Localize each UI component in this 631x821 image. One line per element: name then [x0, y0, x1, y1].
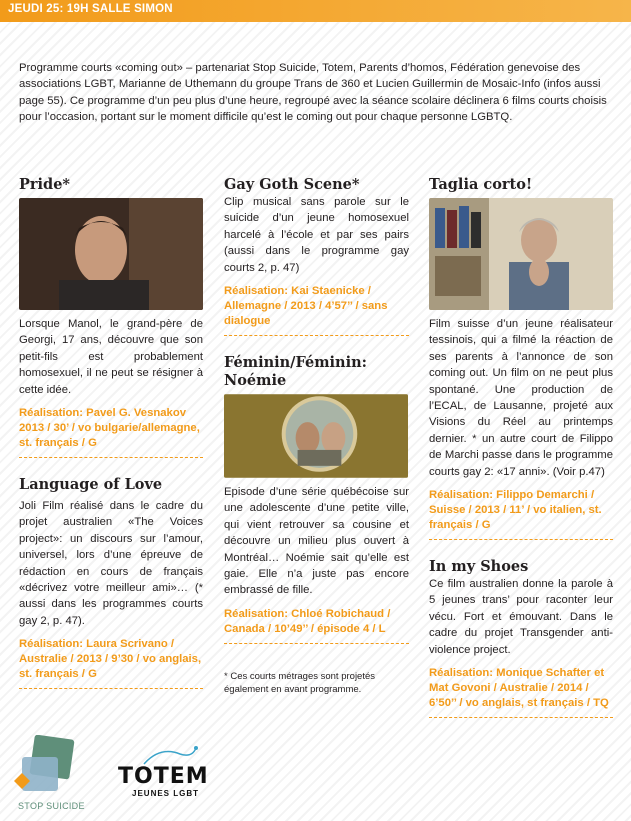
film-credit-noemie: Réalisation: Chloé Robichaud / Canada / 10’49’’ / épisode 4 / L: [224, 607, 409, 644]
film-credit-pride: Réalisation: Pavel G. Vesnakov 2013 / 30’ / vo bulgarie/allemagne, st. français / G: [19, 406, 203, 458]
intro-paragraph: Programme courts «coming out» – partenariat Stop Suicide, Totem, Parents d’homos, Fédération genevoise des associations LGBT, Marianne de Uthemann du groupe Trans de 360 et Lucien Guillermin de Mosaic-Info (infos aussi page 55). Ce programme d’un peu plus d’une heure, regroupé avec la séance scolaire déclinera 6 films courts choisis pour l’occasion, portant sur le moment difficile qu’est le coming out pour chaque personne LGBTQ.: [19, 62, 607, 123]
film-credit-taglia: Réalisation: Filippo Demarchi / Suisse / 2013 / 11’ / vo italien, st. français / G: [429, 488, 613, 540]
film-title-language: Language of Love: [19, 476, 163, 494]
film-title-goth: Gay Goth Scene*: [224, 176, 360, 193]
totem-logo-sub: JEUNES LGBT: [132, 789, 200, 798]
film-title-shoes: In my Shoes: [429, 558, 529, 576]
header-text: JEUDI 25: 19H SALLE SIMON: [8, 3, 173, 15]
noemie-film-still: [224, 394, 408, 478]
header-bar: [0, 0, 631, 22]
film-credit-goth: Réalisation: Kai Staenicke / Allemagne / 2013 / 4’57’’ / sans dialogue: [224, 284, 409, 336]
film-desc-taglia: Film suisse d’un jeune réalisateur tessinois, qui a filmé la réaction de ses parents à l’annonce de son coming out. Un film on ne peut plus spontané. Une production de l’ECAL, de Lausanne, projeté aux Visions du Réel au printemps dernier. * un autre court de Filippo de Marchi passe dans le programme courts gay 2: «17 anni». (Voir p.47): [429, 318, 613, 478]
taglia-film-still: [429, 198, 613, 310]
column-3: [429, 176, 613, 718]
film-desc-shoes: Ce film australien donne la parole à 5 jeunes trans’ pour raconter leur vécu. Fort et émouvant. Dans le cadre du projet Transgender anti-violence project.: [429, 578, 613, 656]
pride-film-still: [19, 198, 203, 310]
column-1: [19, 176, 203, 689]
film-desc-noemie: Episode d’une série québécoise sur une adolescente d’une petite ville, qui vient retrouver sa cousine et découvre un milieu plus ouvert à Montréal… Noémie sait qu’elle est gaie. Elle n’a juste pas encore embrassé de fille.: [224, 486, 409, 597]
film-title-pride: Pride*: [19, 176, 70, 193]
film-title-taglia: Taglia corto!: [429, 176, 533, 193]
stop-suicide-label: STOP SUICIDE: [18, 801, 85, 811]
footnote: * Ces courts métrages sont projetés également en avant programme.: [224, 670, 376, 696]
column-2: [224, 176, 409, 697]
film-desc-pride: Lorsque Manol, le grand-père de Georgi, 17 ans, découvre que son petit-fils est probablement homosexuel, il ne peut se résigner à cette idée.: [19, 318, 203, 396]
stop-suicide-logo: [14, 735, 84, 801]
film-credit-shoes: Réalisation: Monique Schafter et Mat Govoni / Australie / 2014 / 6’50’’ / vo anglais, st français / TQ: [429, 666, 613, 718]
film-desc-goth: Clip musical sans parole sur le suicide d’un jeune homosexuel harcelé à l’école et par ses pairs (aussi dans le programme gay courts 2, p. 47): [224, 196, 409, 274]
film-title-noemie: Féminin/Féminin: Noémie: [224, 354, 367, 390]
film-credit-language: Réalisation: Laura Scrivano / Australie / 2013 / 9’30 / vo anglais, st. français / G: [19, 637, 203, 689]
totem-logo: TOTEM: [118, 764, 209, 789]
film-desc-language: Joli Film réalisé dans le cadre du projet australien «The Voices project»: un discours sur l’amour, universel, lors d’une épreuve de rédaction en cours de français «décrivez votre meilleur ami»… (* aussi dans les programmes courts gay 2, p. 47).: [19, 500, 203, 627]
